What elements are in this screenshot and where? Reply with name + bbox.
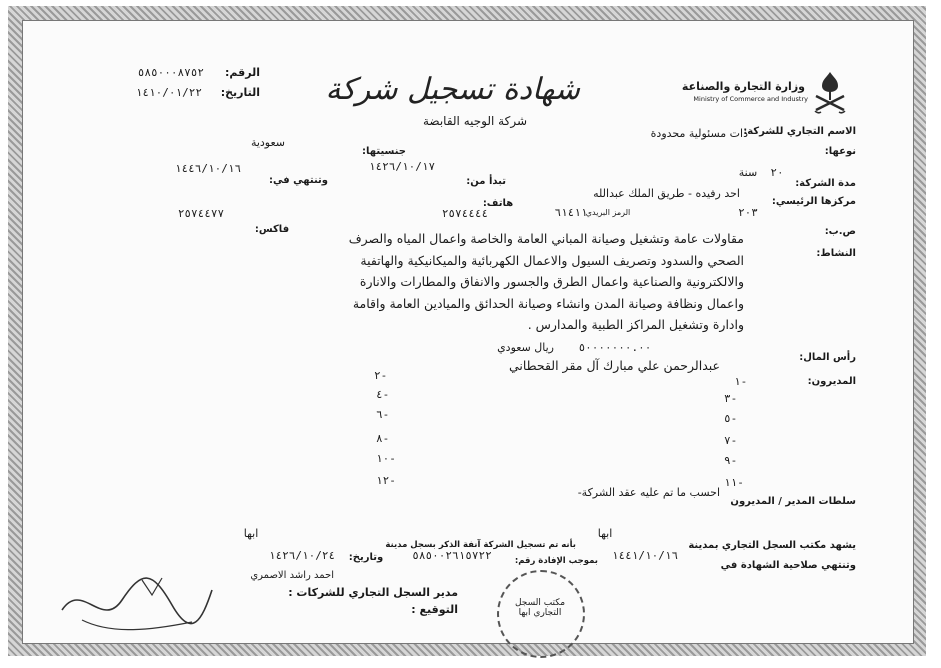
pobox-value: ٢٠٣ bbox=[738, 206, 758, 219]
type-label: نوعها: bbox=[824, 146, 856, 157]
company-type: ذات مسئولية محدودة bbox=[650, 127, 748, 140]
manager-number: ٧- bbox=[724, 434, 738, 447]
manager-1-name: عبدالرحمن علي مبارك آل مقر القحطاني bbox=[508, 358, 720, 373]
manager-number: ١١- bbox=[724, 476, 744, 489]
fax-value: ٢٥٧٤٤٧٧ bbox=[177, 207, 225, 220]
capital-value: ٥٠٠٠٠٠٠٠.٠٠ bbox=[578, 341, 652, 354]
ref-date-value: ١٤٢٦/١٠/٢٤ bbox=[268, 549, 336, 562]
manager-number: ٨- bbox=[376, 432, 390, 445]
manager-number: ٦- bbox=[376, 408, 390, 421]
capital-currency: ريال سعودي bbox=[497, 341, 554, 354]
company-name-label: الاسم التجاري للشركة: bbox=[743, 126, 856, 137]
manager-number: ٥- bbox=[724, 412, 738, 425]
duration-unit: سنة bbox=[738, 166, 758, 179]
signature-label: التوقيع : bbox=[411, 603, 458, 616]
registrar-name: احمد راشد الاصمري bbox=[250, 570, 334, 581]
pobox-label: ص.ب: bbox=[824, 226, 856, 237]
city-value: ابها bbox=[597, 527, 613, 540]
city2-value: ابها bbox=[243, 527, 259, 540]
manager-number: ١- bbox=[734, 375, 748, 388]
ends-value: ١٤٤٦/١٠/١٦ bbox=[174, 162, 242, 175]
activity-line: مقاولات عامة وتشغيل وصيانة المباني العامة والخاصة واعمال المياه والصرف bbox=[348, 231, 744, 246]
certificate-number: ٥٨٥٠٠٠٨٧٥٢ bbox=[137, 66, 204, 79]
capital-label: رأس المال: bbox=[799, 352, 856, 363]
number-label: الرقم: bbox=[225, 66, 260, 79]
nationality-label: جنسيتها: bbox=[362, 146, 406, 157]
activity-line: والالكترونية والصناعية واعمال الطرق والجسور والانفاق والمطارات والانارة bbox=[359, 274, 744, 289]
manager-number: ٣- bbox=[724, 392, 738, 405]
starts-label: تبدأ من: bbox=[466, 176, 506, 187]
nationality-value: سعودية bbox=[250, 136, 286, 149]
ref-value: ٥٨٥٠٠٢٦١٥٧٢٢ bbox=[412, 549, 492, 562]
certificate-title: شهادة تسجيل شركة bbox=[325, 72, 580, 107]
certify-label: يشهد مكتب السجل التجاري بمدينة bbox=[688, 540, 856, 551]
saudi-emblem-icon bbox=[812, 70, 848, 116]
postal-value: ٦١٤١١ bbox=[554, 206, 588, 219]
stamp-text: مكتب السجل التجاري ابها bbox=[514, 598, 566, 618]
manager-number: ٢- bbox=[374, 369, 388, 382]
activity-label: النشاط: bbox=[816, 248, 856, 259]
duration-label: مدة الشركة: bbox=[795, 178, 856, 189]
ministry-name-ar: وزارة التجارة والصناعة bbox=[681, 80, 805, 93]
powers-label: سلطات المدير / المديرون bbox=[730, 496, 856, 507]
powers-value: احسب ما تم عليه عقد الشركة- bbox=[577, 486, 720, 499]
certify-text: بأنه تم تسجيل الشركة آنفة الذكر بسجل مدينة bbox=[385, 540, 576, 550]
activity-text bbox=[128, 228, 744, 336]
validity-label: وتنتهي صلاحية الشهادة في bbox=[720, 560, 856, 571]
ministry-name-en: Ministry of Commerce and Industry bbox=[693, 95, 808, 103]
manager-number: ٤- bbox=[376, 388, 390, 401]
hq-value: احد رفيده - طريق الملك عبدالله bbox=[593, 187, 740, 200]
fax-label: فاكس: bbox=[254, 224, 290, 235]
phone-value: ٢٥٧٤٤٤٤ bbox=[441, 207, 489, 220]
date-label: التاريخ: bbox=[220, 86, 260, 99]
registrar-title: مدير السجل التجاري للشركات : bbox=[288, 586, 458, 599]
ref-date-label: وتاريخ: bbox=[348, 552, 384, 563]
ref-label: بموجب الإفادة رقم: bbox=[514, 556, 598, 566]
company-name: شركة الوجيه القابضة bbox=[422, 114, 527, 128]
phone-label: هاتف: bbox=[482, 198, 514, 209]
certificate-date: ١٤١٠/٠١/٢٢ bbox=[135, 86, 202, 99]
validity-value: ١٤٤١/١٠/١٦ bbox=[611, 549, 679, 562]
manager-number: ١٢- bbox=[376, 474, 396, 487]
manager-number: ٩- bbox=[724, 454, 738, 467]
activity-line: الصحي والسدود وتصريف السيول والاعمال الكهربائية والميكانيكية والهاتفية bbox=[360, 252, 744, 268]
postal-label: الرمز البريدي bbox=[585, 208, 631, 217]
activity-line: وادارة وتشغيل المراكز الطبية والمدارس . bbox=[527, 317, 744, 332]
handwritten-signature bbox=[52, 560, 222, 640]
managers-label: المديرون: bbox=[807, 376, 856, 387]
manager-number: ١٠- bbox=[376, 452, 396, 465]
ends-label: وتنتهي في: bbox=[269, 175, 328, 186]
starts-value: ١٤٢٦/١٠/١٧ bbox=[368, 160, 436, 173]
hq-label: مركزها الرئيسي: bbox=[771, 196, 856, 207]
duration-value: ٢٠ bbox=[770, 166, 784, 179]
activity-line: واعمال ونظافة وصيانة المدن وانشاء وصيانة الحدائق والميادين العامة واقامة bbox=[352, 295, 744, 311]
